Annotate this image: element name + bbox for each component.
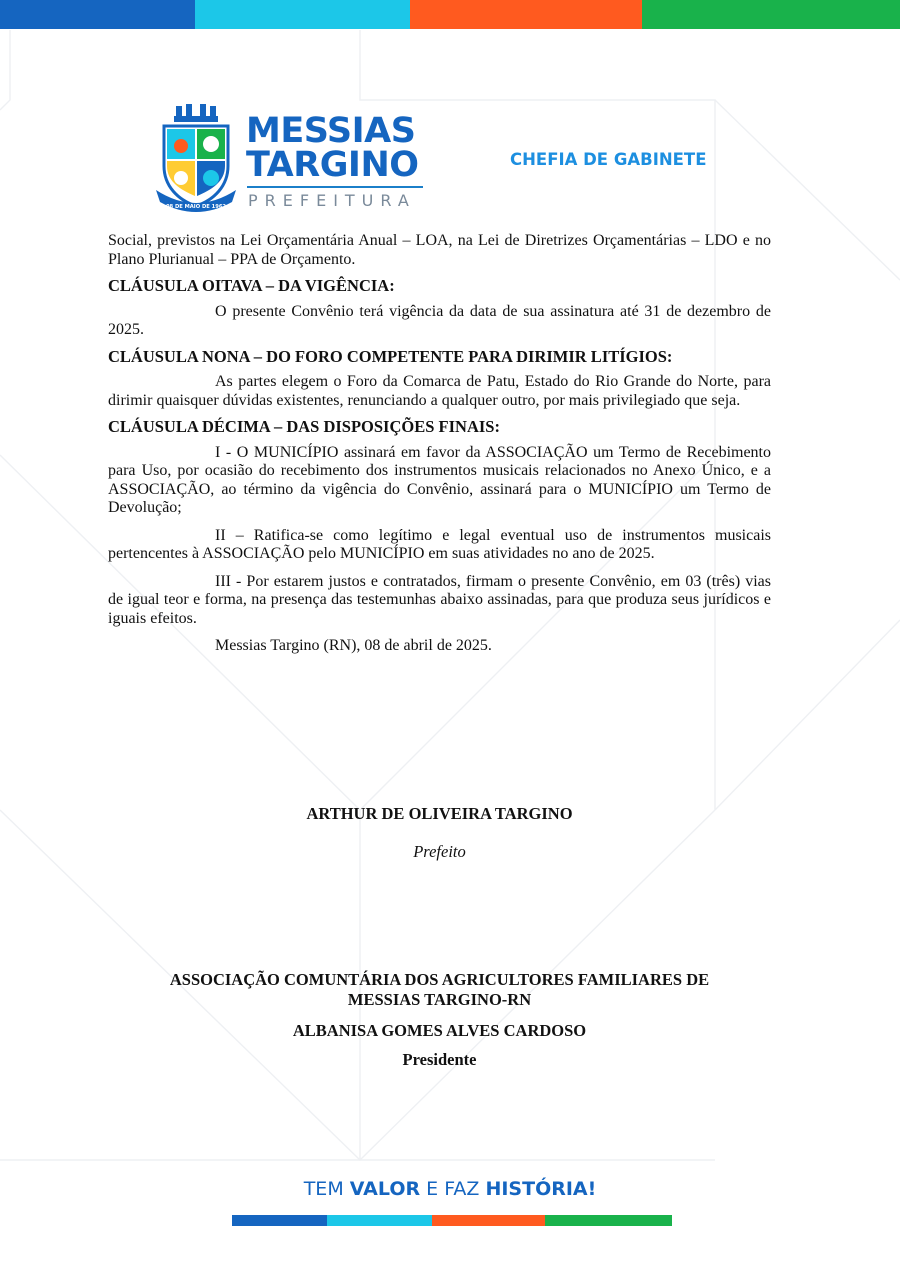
document-body xyxy=(108,232,771,656)
clause-8-title: CLÁUSULA OITAVA – DA VIGÊNCIA: xyxy=(108,276,395,295)
clause-8-text: O presente Convênio terá vigência da data de sua assinatura até 31 de dezembro de 2025. xyxy=(108,302,771,338)
association-name xyxy=(108,970,771,1010)
footer-bar-green xyxy=(545,1215,672,1226)
letterhead xyxy=(150,100,770,220)
footer-slogan xyxy=(0,1178,900,1200)
slogan-part-4: HISTÓRIA! xyxy=(485,1178,597,1200)
logo-line-1: MESSIAS xyxy=(246,111,416,151)
mayor-name: ARTHUR DE OLIVEIRA TARGINO xyxy=(306,804,573,823)
department-title: CHEFIA DE GABINETE xyxy=(510,150,707,169)
clause-10-item-3: III - Por estarem justos e contratados, firmam o presente Convênio, em 03 (três) vias de igual teor e forma, na presença das testemunhas abaixo assinadas, para que produza seus jurídicos e iguais efeitos. xyxy=(108,572,771,627)
president-name: ALBANISA GOMES ALVES CARDOSO xyxy=(292,1021,587,1040)
clause-9-text: As partes elegem o Foro da Comarca de Patu, Estado do Rio Grande do Norte, para dirimir quaisquer dúvidas existentes, renunciando a qualquer outro, por mais privilegiado que seja. xyxy=(108,373,771,409)
intro-paragraph: Social, previstos na Lei Orçamentária Anual – LOA, na Lei de Diretrizes Orçamentárias – LDO e no Plano Plurianual – PPA de Orçamento. xyxy=(108,232,771,268)
municipal-crest-icon xyxy=(156,104,236,212)
clause-10-item-2: II – Ratifica-se como legítimo e legal eventual uso de instrumentos musicais pertencentes à ASSOCIAÇÃO pelo MUNICÍPIO em suas atividades no ano de 2025. xyxy=(108,526,771,562)
clause-10-title: CLÁUSULA DÉCIMA – DAS DISPOSIÇÕES FINAIS: xyxy=(108,417,500,436)
document-date: Messias Targino (RN), 08 de abril de 2025. xyxy=(215,637,492,654)
slogan-part-3: E FAZ xyxy=(426,1178,480,1200)
association-name-line-2: MESSIAS TARGINO-RN xyxy=(347,990,532,1009)
slogan-part-1: TEM xyxy=(303,1178,344,1200)
clause-10-item-1: I - O MUNICÍPIO assinará em favor da ASSOCIAÇÃO um Termo de Recebimento para Uso, por ocasião do recebimento dos instrumentos musicais relacionados no Anexo Único, e a ASSOCIAÇÃO, ao término da vigência do Convênio, assinará para o MUNICÍPIO um Termo de Devolução; xyxy=(108,443,771,516)
president-role: Presidente xyxy=(402,1050,477,1069)
logo-subtitle: PREFEITURA xyxy=(248,191,416,210)
logo-line-2: TARGINO xyxy=(246,145,419,185)
association-name-line-1: ASSOCIAÇÃO COMUNTÁRIA DOS AGRICULTORES FAMILIARES DE xyxy=(169,970,710,989)
footer-bar-blue xyxy=(232,1215,327,1226)
footer-bar-orange xyxy=(432,1215,545,1226)
logo-wordmark xyxy=(246,111,419,185)
logo-divider xyxy=(247,186,423,188)
slogan-part-2: VALOR xyxy=(349,1178,421,1200)
crest-motto: 08 DE MAIO DE 1962 xyxy=(165,204,227,210)
footer-color-bar xyxy=(232,1215,672,1226)
clause-9-title: CLÁUSULA NONA – DO FORO COMPETENTE PARA DIRIMIR LITÍGIOS: xyxy=(108,346,673,366)
mayor-role: Prefeito xyxy=(413,842,466,861)
footer-bar-cyan xyxy=(327,1215,432,1226)
